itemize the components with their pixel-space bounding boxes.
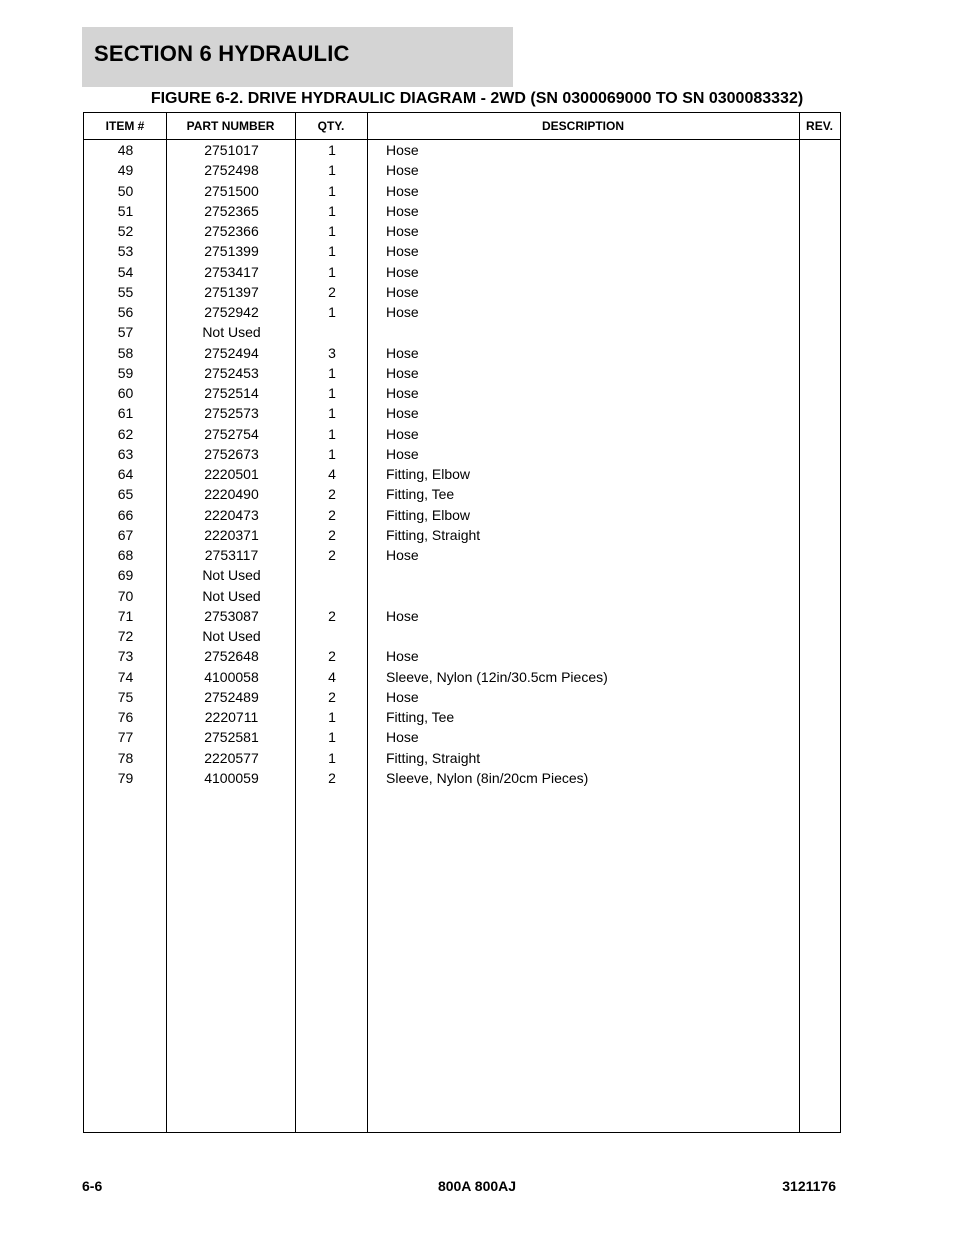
quantity: 1 (328, 445, 336, 462)
item-number: 75 (117, 688, 134, 705)
description: Hose (386, 162, 419, 179)
table-row (84, 707, 840, 727)
table-row (84, 626, 840, 646)
table-row (84, 727, 840, 747)
header-rev: REV. (806, 119, 833, 133)
table-row (84, 484, 840, 504)
description: Hose (386, 688, 419, 705)
description: Fitting, Elbow (386, 506, 471, 523)
item-number: 61 (117, 405, 134, 422)
description: Hose (386, 648, 419, 665)
table-row (84, 181, 840, 201)
item-number: 74 (117, 668, 134, 685)
item-number: 59 (117, 364, 134, 381)
section-header-band (82, 27, 513, 87)
part-number: 2751500 (204, 182, 259, 199)
table-row (84, 201, 840, 221)
table-row (84, 768, 840, 788)
table-row (84, 424, 840, 444)
quantity: 1 (328, 304, 336, 320)
table-row (84, 687, 840, 707)
quantity: 1 (328, 364, 336, 381)
part-number: 2751017 (204, 142, 259, 158)
table-row (84, 464, 840, 484)
table-row (84, 160, 840, 180)
item-number: 69 (117, 567, 134, 584)
item-number: 62 (117, 425, 134, 442)
quantity: 2 (328, 526, 336, 543)
quantity: 1 (328, 749, 336, 766)
table-row (84, 403, 840, 423)
table-row (84, 302, 840, 322)
item-number: 72 (117, 628, 134, 644)
description: Fitting, Straight (386, 749, 481, 766)
item-number: 56 (117, 304, 134, 320)
description: Hose (386, 607, 419, 624)
page-number: 6-6 (82, 1178, 103, 1194)
header-description: DESCRIPTION (541, 119, 624, 133)
table-row (84, 322, 840, 342)
description: Hose (386, 142, 419, 158)
item-number: 50 (117, 182, 134, 199)
table-row (84, 545, 840, 565)
table-row (84, 241, 840, 261)
table-row (84, 646, 840, 666)
part-number: 2752453 (204, 364, 259, 381)
part-number: 2752581 (204, 729, 259, 746)
description: Sleeve, Nylon (8in/20cm Pieces) (386, 769, 589, 786)
description: Hose (386, 344, 419, 361)
part-number: 2753117 (204, 547, 259, 563)
quantity: 3 (328, 344, 336, 361)
part-number: Not Used (202, 587, 261, 604)
header-item: ITEM # (105, 119, 145, 133)
description: Hose (386, 385, 419, 401)
description: Hose (386, 223, 419, 239)
description: Hose (386, 304, 419, 320)
item-number: 52 (117, 223, 134, 239)
section-title: SECTION 6 HYDRAULIC (94, 41, 350, 66)
quantity: 1 (328, 223, 336, 239)
table-row (84, 363, 840, 383)
description: Hose (386, 729, 419, 746)
part-number: 2220577 (204, 749, 259, 766)
quantity: 1 (328, 263, 336, 280)
quantity: 1 (328, 405, 336, 422)
quantity: 2 (328, 769, 336, 786)
item-number: 54 (117, 263, 134, 280)
part-number: 2752573 (204, 405, 259, 422)
part-number: 2220490 (204, 486, 259, 503)
part-number: 2752648 (204, 648, 259, 665)
part-number: 4100058 (204, 668, 259, 685)
quantity: 2 (328, 506, 336, 523)
description: Hose (386, 263, 419, 280)
description: Sleeve, Nylon (12in/30.5cm Pieces) (386, 668, 608, 685)
table-row (84, 586, 840, 606)
part-number: 2220371 (204, 526, 259, 543)
table-row (84, 748, 840, 768)
part-number: 2752365 (204, 202, 259, 219)
description: Hose (386, 425, 419, 442)
quantity: 1 (328, 425, 336, 442)
part-number: Not Used (202, 567, 261, 584)
table-row (84, 221, 840, 241)
item-number: 65 (117, 486, 134, 503)
table-row (84, 525, 840, 545)
description: Hose (386, 182, 419, 199)
item-number: 71 (117, 607, 134, 624)
description: Hose (386, 364, 419, 381)
table-row (84, 565, 840, 585)
table-row (84, 140, 840, 160)
part-number: 2220711 (204, 709, 259, 725)
part-number: 2752489 (204, 688, 259, 705)
part-number: 2220473 (204, 506, 259, 523)
quantity: 2 (328, 283, 336, 300)
item-number: 57 (117, 324, 134, 341)
figure-title: FIGURE 6-2. DRIVE HYDRAULIC DIAGRAM - 2WD (SN 0300069000 TO SN 0300083332) (150, 90, 804, 107)
item-number: 51 (117, 202, 134, 219)
quantity: 1 (328, 729, 336, 746)
description: Hose (386, 445, 419, 462)
part-number: 2220501 (204, 466, 259, 482)
table-row (84, 262, 840, 282)
item-number: 55 (117, 283, 134, 300)
quantity: 2 (328, 607, 336, 624)
table-row (84, 282, 840, 302)
description: Fitting, Tee (386, 486, 455, 503)
part-number: 2751397 (204, 283, 259, 300)
part-number: 2752514 (204, 385, 259, 401)
table-row (84, 606, 840, 626)
part-number: 4100059 (204, 769, 259, 786)
part-number: 2752494 (204, 344, 259, 361)
item-number: 73 (117, 648, 134, 665)
table-row (84, 444, 840, 464)
description: Hose (386, 547, 419, 563)
item-number: 60 (117, 385, 134, 401)
item-number: 48 (117, 142, 134, 158)
part-number: 2753087 (204, 607, 259, 624)
part-number: 2752942 (204, 304, 259, 320)
item-number: 63 (117, 445, 134, 462)
quantity: 2 (328, 547, 336, 563)
quantity: 2 (328, 648, 336, 665)
description: Fitting, Tee (386, 709, 455, 725)
part-number: Not Used (202, 628, 261, 644)
header-qty: QTY. (317, 119, 345, 133)
description: Fitting, Straight (386, 526, 481, 543)
item-number: 64 (117, 466, 134, 482)
part-number: 2751399 (204, 243, 259, 260)
quantity: 1 (328, 182, 336, 199)
part-number: 2753417 (204, 263, 259, 280)
quantity: 2 (328, 486, 336, 503)
item-number: 58 (117, 344, 134, 361)
description: Fitting, Elbow (386, 466, 471, 482)
description: Hose (386, 202, 419, 219)
item-number: 77 (117, 729, 134, 746)
parts-table (83, 112, 841, 1133)
part-number: Not Used (202, 324, 261, 341)
item-number: 49 (117, 162, 134, 179)
quantity: 1 (328, 709, 336, 725)
header-part-number: PART NUMBER (186, 119, 275, 133)
quantity: 4 (328, 668, 336, 685)
item-number: 79 (117, 769, 134, 786)
item-number: 53 (117, 243, 134, 260)
part-number: 2752498 (204, 162, 259, 179)
quantity: 2 (328, 688, 336, 705)
table-row (84, 505, 840, 525)
part-number: 2752366 (204, 223, 259, 239)
description: Hose (386, 243, 419, 260)
quantity: 1 (328, 142, 336, 158)
item-number: 76 (117, 709, 134, 725)
quantity: 1 (328, 243, 336, 260)
part-number: 2752673 (204, 445, 259, 462)
item-number: 70 (117, 587, 134, 604)
quantity: 1 (328, 162, 336, 179)
quantity: 4 (328, 466, 336, 482)
document-number: 3121176 (782, 1178, 836, 1194)
quantity: 1 (328, 385, 336, 401)
quantity: 1 (328, 202, 336, 219)
description: Hose (386, 405, 419, 422)
table-row (84, 383, 840, 403)
item-number: 68 (117, 547, 134, 563)
item-number: 78 (117, 749, 134, 766)
model-name: 800A 800AJ (437, 1178, 517, 1194)
part-number: 2752754 (204, 425, 259, 442)
table-row (84, 343, 840, 363)
description: Hose (386, 283, 419, 300)
table-row (84, 667, 840, 687)
item-number: 66 (117, 506, 134, 523)
item-number: 67 (117, 526, 134, 543)
